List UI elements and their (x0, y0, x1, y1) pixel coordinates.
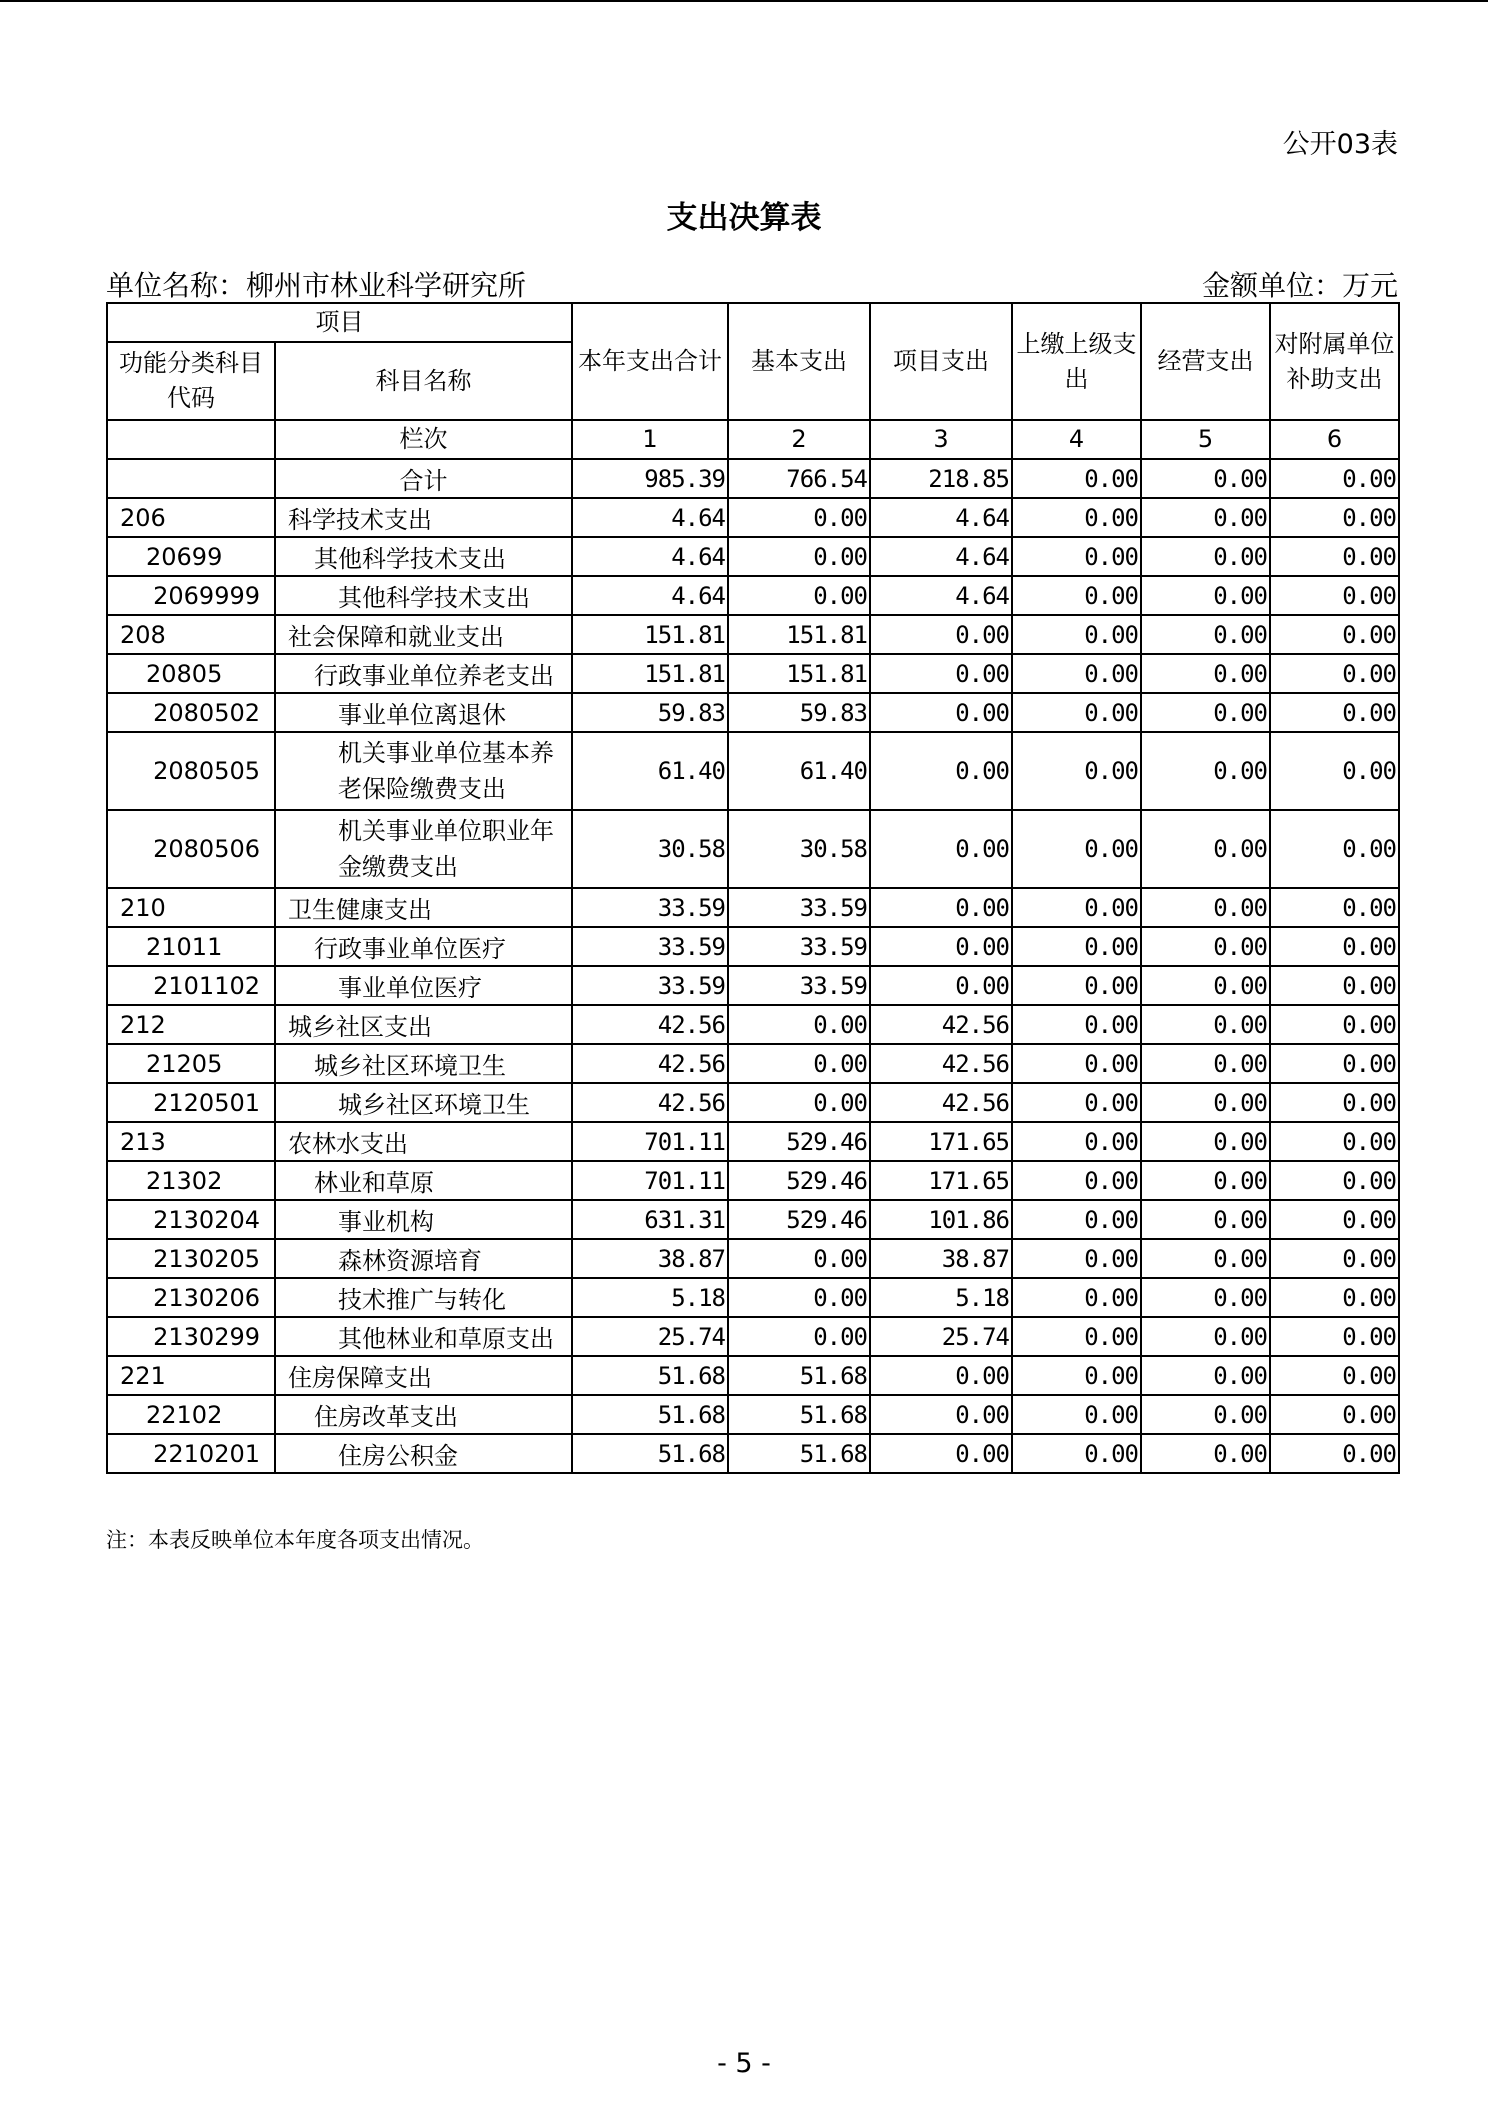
money-unit: 金额单位：万元 (1201, 269, 1398, 302)
amount-cell: 33.59 (728, 966, 870, 1005)
subject-code: 2069999 (107, 576, 275, 615)
amount-cell: 33.59 (572, 966, 728, 1005)
amount-cell: 0.00 (1012, 1239, 1141, 1278)
amount-cell: 0.00 (1141, 498, 1270, 537)
table-row (107, 927, 1399, 966)
amount-cell: 701.11 (572, 1122, 728, 1161)
sequence-num: 6 (1270, 420, 1399, 459)
amount-cell: 0.00 (1012, 1356, 1141, 1395)
amount-cell: 0.00 (728, 1044, 870, 1083)
amount-cell: 101.86 (870, 1200, 1012, 1239)
amount-cell: 51.68 (572, 1434, 728, 1473)
table-row (107, 888, 1399, 927)
subject-code: 212 (107, 1005, 275, 1044)
amount-cell: 61.40 (728, 732, 870, 810)
amount-cell: 0.00 (1141, 1239, 1270, 1278)
amount-cell: 0.00 (1270, 1083, 1399, 1122)
subject-code: 2080505 (107, 732, 275, 810)
table-row (107, 1122, 1399, 1161)
amount-cell: 0.00 (1012, 966, 1141, 1005)
amount-cell: 42.56 (870, 1044, 1012, 1083)
amount-cell: 4.64 (870, 498, 1012, 537)
subject-name: 科学技术支出 (275, 498, 572, 537)
amount-cell: 0.00 (1141, 654, 1270, 693)
subject-name: 其他科学技术支出 (275, 537, 572, 576)
sequence-num: 3 (870, 420, 1012, 459)
amount-cell: 4.64 (870, 576, 1012, 615)
table-note: 注：本表反映单位本年度各项支出情况。 (106, 1528, 484, 1552)
amount-cell: 42.56 (572, 1044, 728, 1083)
sequence-label: 栏次 (275, 420, 572, 459)
subject-name: 技术推广与转化 (275, 1278, 572, 1317)
subject-name: 机关事业单位职业年金缴费支出 (275, 810, 572, 888)
amount-cell: 25.74 (870, 1317, 1012, 1356)
amount-cell: 985.39 (572, 459, 728, 498)
amount-cell: 0.00 (1141, 693, 1270, 732)
amount-cell: 0.00 (1012, 1122, 1141, 1161)
amount-cell: 33.59 (572, 927, 728, 966)
amount-cell: 0.00 (870, 693, 1012, 732)
amount-cell: 0.00 (1270, 927, 1399, 966)
amount-cell: 0.00 (1012, 927, 1141, 966)
amount-cell: 42.56 (870, 1083, 1012, 1122)
amount-cell: 0.00 (1270, 576, 1399, 615)
amount-cell: 0.00 (1012, 888, 1141, 927)
subject-code: 2130204 (107, 1200, 275, 1239)
amount-cell: 0.00 (1141, 888, 1270, 927)
amount-cell: 0.00 (870, 732, 1012, 810)
amount-cell: 4.64 (572, 576, 728, 615)
amount-cell: 0.00 (1012, 576, 1141, 615)
subject-name: 事业单位离退休 (275, 693, 572, 732)
amount-cell: 0.00 (1012, 1083, 1141, 1122)
subject-name: 农林水支出 (275, 1122, 572, 1161)
amount-cell: 0.00 (1270, 1044, 1399, 1083)
amount-cell: 61.40 (572, 732, 728, 810)
amount-cell: 0.00 (1012, 1317, 1141, 1356)
amount-cell: 0.00 (1012, 1005, 1141, 1044)
subject-code: 20805 (107, 654, 275, 693)
amount-cell: 0.00 (1012, 1161, 1141, 1200)
amount-cell: 0.00 (870, 888, 1012, 927)
header-name: 科目名称 (275, 342, 572, 420)
subject-name: 住房改革支出 (275, 1395, 572, 1434)
subject-name: 其他林业和草原支出 (275, 1317, 572, 1356)
amount-cell: 0.00 (1270, 1434, 1399, 1473)
amount-cell: 0.00 (728, 1317, 870, 1356)
subject-code: 213 (107, 1122, 275, 1161)
sequence-num: 5 (1141, 420, 1270, 459)
subject-name: 行政事业单位医疗 (275, 927, 572, 966)
amount-cell: 0.00 (1270, 459, 1399, 498)
amount-cell: 33.59 (728, 888, 870, 927)
subject-code: 21302 (107, 1161, 275, 1200)
table-row (107, 498, 1399, 537)
amount-cell: 766.54 (728, 459, 870, 498)
amount-cell: 0.00 (1270, 1005, 1399, 1044)
amount-cell: 0.00 (1012, 810, 1141, 888)
amount-cell: 0.00 (1141, 810, 1270, 888)
amount-cell: 42.56 (572, 1083, 728, 1122)
amount-cell: 0.00 (1270, 537, 1399, 576)
subject-name: 住房公积金 (275, 1434, 572, 1473)
amount-cell: 4.64 (572, 498, 728, 537)
header-col4: 上缴上级支出 (1012, 303, 1141, 420)
table-row (107, 615, 1399, 654)
header-col5: 经营支出 (1141, 303, 1270, 420)
sequence-row (107, 420, 1399, 459)
amount-cell: 0.00 (1141, 966, 1270, 1005)
sequence-num: 2 (728, 420, 870, 459)
amount-cell: 529.46 (728, 1122, 870, 1161)
header-col2: 基本支出 (728, 303, 870, 420)
header-col6: 对附属单位补助支出 (1270, 303, 1399, 420)
amount-cell: 0.00 (1012, 459, 1141, 498)
page-number: - 5 - (717, 2048, 771, 2079)
amount-cell: 0.00 (870, 966, 1012, 1005)
sequence-num: 1 (572, 420, 728, 459)
subject-code: 2130299 (107, 1317, 275, 1356)
subject-name: 行政事业单位养老支出 (275, 654, 572, 693)
amount-cell: 51.68 (728, 1356, 870, 1395)
amount-cell: 171.65 (870, 1161, 1012, 1200)
subject-code: 2080506 (107, 810, 275, 888)
amount-cell: 0.00 (1141, 615, 1270, 654)
subject-code: 2130205 (107, 1239, 275, 1278)
page-title: 支出决算表 (666, 200, 822, 236)
sequence-code-cell (107, 420, 275, 459)
amount-cell: 0.00 (1012, 1278, 1141, 1317)
amount-cell: 0.00 (1012, 732, 1141, 810)
subject-name: 其他科学技术支出 (275, 576, 572, 615)
amount-cell: 151.81 (572, 615, 728, 654)
amount-cell: 0.00 (1141, 1278, 1270, 1317)
unit-name: 单位名称：柳州市林业科学研究所 (106, 269, 527, 302)
amount-cell: 30.58 (572, 810, 728, 888)
header-code: 功能分类科目代码 (107, 342, 275, 420)
amount-cell: 0.00 (1141, 1044, 1270, 1083)
amount-cell: 0.00 (1270, 1239, 1399, 1278)
amount-cell: 0.00 (1141, 1122, 1270, 1161)
amount-cell: 0.00 (1141, 1005, 1270, 1044)
amount-cell: 0.00 (1141, 537, 1270, 576)
amount-cell: 0.00 (1012, 537, 1141, 576)
amount-cell: 4.64 (572, 537, 728, 576)
amount-cell: 33.59 (572, 888, 728, 927)
amount-cell: 0.00 (1270, 1161, 1399, 1200)
amount-cell: 0.00 (870, 927, 1012, 966)
table-row (107, 1044, 1399, 1083)
amount-cell: 0.00 (1141, 1434, 1270, 1473)
amount-cell: 0.00 (1012, 693, 1141, 732)
subject-name: 城乡社区支出 (275, 1005, 572, 1044)
table-row (107, 1434, 1399, 1473)
amount-cell: 0.00 (728, 1239, 870, 1278)
amount-cell: 0.00 (1141, 1395, 1270, 1434)
subject-code: 21011 (107, 927, 275, 966)
amount-cell: 0.00 (1270, 1395, 1399, 1434)
table-row (107, 1278, 1399, 1317)
subject-name: 事业单位医疗 (275, 966, 572, 1005)
table-row (107, 537, 1399, 576)
amount-cell: 0.00 (870, 1395, 1012, 1434)
amount-cell: 631.31 (572, 1200, 728, 1239)
amount-cell: 0.00 (1141, 927, 1270, 966)
amount-cell: 0.00 (1270, 1317, 1399, 1356)
amount-cell: 0.00 (1141, 459, 1270, 498)
table-row (107, 732, 1399, 810)
amount-cell: 701.11 (572, 1161, 728, 1200)
amount-cell: 0.00 (1012, 654, 1141, 693)
subject-name: 城乡社区环境卫生 (275, 1044, 572, 1083)
amount-cell: 529.46 (728, 1200, 870, 1239)
subject-name: 林业和草原 (275, 1161, 572, 1200)
amount-cell: 0.00 (870, 615, 1012, 654)
amount-cell: 0.00 (1141, 1200, 1270, 1239)
header-item: 项目 (107, 303, 572, 342)
amount-cell: 0.00 (728, 1005, 870, 1044)
table-row (107, 459, 1399, 498)
table-row (107, 1395, 1399, 1434)
amount-cell: 59.83 (572, 693, 728, 732)
amount-cell: 0.00 (728, 1083, 870, 1122)
sequence-num: 4 (1012, 420, 1141, 459)
amount-cell: 0.00 (1012, 498, 1141, 537)
table-row (107, 693, 1399, 732)
amount-cell: 151.81 (728, 654, 870, 693)
amount-cell: 0.00 (1141, 1083, 1270, 1122)
amount-cell: 0.00 (1270, 693, 1399, 732)
amount-cell: 42.56 (870, 1005, 1012, 1044)
amount-cell: 5.18 (870, 1278, 1012, 1317)
table-row (107, 1161, 1399, 1200)
table-row (107, 1083, 1399, 1122)
page-top-border (0, 0, 1488, 2)
subject-name: 事业机构 (275, 1200, 572, 1239)
amount-cell: 0.00 (1270, 615, 1399, 654)
amount-cell: 33.59 (728, 927, 870, 966)
amount-cell: 0.00 (1270, 1200, 1399, 1239)
subject-code: 22102 (107, 1395, 275, 1434)
table-row (107, 1005, 1399, 1044)
subject-name: 城乡社区环境卫生 (275, 1083, 572, 1122)
amount-cell: 51.68 (572, 1395, 728, 1434)
amount-cell: 38.87 (870, 1239, 1012, 1278)
table-row (107, 1317, 1399, 1356)
amount-cell: 5.18 (572, 1278, 728, 1317)
subject-code (107, 459, 275, 498)
subject-code: 20699 (107, 537, 275, 576)
amount-cell: 0.00 (1270, 888, 1399, 927)
subject-code: 208 (107, 615, 275, 654)
subject-code: 2130206 (107, 1278, 275, 1317)
amount-cell: 0.00 (1270, 1278, 1399, 1317)
amount-cell: 30.58 (728, 810, 870, 888)
amount-cell: 0.00 (1012, 615, 1141, 654)
subject-code: 2080502 (107, 693, 275, 732)
form-code: 公开03表 (1282, 129, 1398, 160)
amount-cell: 0.00 (1270, 1122, 1399, 1161)
subject-code: 2101102 (107, 966, 275, 1005)
subject-code: 210 (107, 888, 275, 927)
amount-cell: 0.00 (1270, 654, 1399, 693)
table-row (107, 1239, 1399, 1278)
table-row (107, 810, 1399, 888)
header-col1: 本年支出合计 (572, 303, 728, 420)
amount-cell: 0.00 (1012, 1044, 1141, 1083)
header-col3: 项目支出 (870, 303, 1012, 420)
amount-cell: 59.83 (728, 693, 870, 732)
table-row (107, 966, 1399, 1005)
amount-cell: 0.00 (728, 537, 870, 576)
amount-cell: 0.00 (1012, 1395, 1141, 1434)
amount-cell: 0.00 (1012, 1434, 1141, 1473)
amount-cell: 0.00 (1141, 1356, 1270, 1395)
subject-name: 社会保障和就业支出 (275, 615, 572, 654)
amount-cell: 0.00 (1012, 1200, 1141, 1239)
amount-cell: 0.00 (1141, 732, 1270, 810)
subject-code: 206 (107, 498, 275, 537)
amount-cell: 171.65 (870, 1122, 1012, 1161)
subject-code: 221 (107, 1356, 275, 1395)
amount-cell: 0.00 (870, 810, 1012, 888)
amount-cell: 38.87 (572, 1239, 728, 1278)
amount-cell: 0.00 (1270, 498, 1399, 537)
amount-cell: 0.00 (1270, 810, 1399, 888)
subject-code: 2120501 (107, 1083, 275, 1122)
subject-name: 住房保障支出 (275, 1356, 572, 1395)
amount-cell: 0.00 (1270, 966, 1399, 1005)
amount-cell: 0.00 (728, 576, 870, 615)
amount-cell: 0.00 (1141, 576, 1270, 615)
amount-cell: 0.00 (870, 1356, 1012, 1395)
amount-cell: 42.56 (572, 1005, 728, 1044)
amount-cell: 25.74 (572, 1317, 728, 1356)
subject-name: 森林资源培育 (275, 1239, 572, 1278)
expenditure-table (106, 302, 1400, 1474)
amount-cell: 0.00 (1141, 1161, 1270, 1200)
subject-name: 卫生健康支出 (275, 888, 572, 927)
subject-code: 2210201 (107, 1434, 275, 1473)
amount-cell: 151.81 (728, 615, 870, 654)
amount-cell: 0.00 (870, 654, 1012, 693)
amount-cell: 0.00 (1270, 1356, 1399, 1395)
amount-cell: 0.00 (1141, 1317, 1270, 1356)
amount-cell: 0.00 (728, 1278, 870, 1317)
amount-cell: 51.68 (728, 1434, 870, 1473)
amount-cell: 4.64 (870, 537, 1012, 576)
subject-name: 合计 (275, 459, 572, 498)
amount-cell: 218.85 (870, 459, 1012, 498)
subject-code: 21205 (107, 1044, 275, 1083)
amount-cell: 51.68 (572, 1356, 728, 1395)
amount-cell: 0.00 (1270, 732, 1399, 810)
table-row (107, 654, 1399, 693)
amount-cell: 529.46 (728, 1161, 870, 1200)
amount-cell: 0.00 (870, 1434, 1012, 1473)
table-row (107, 1356, 1399, 1395)
amount-cell: 51.68 (728, 1395, 870, 1434)
header-row-1 (107, 303, 1399, 342)
subject-name: 机关事业单位基本养老保险缴费支出 (275, 732, 572, 810)
table-row (107, 576, 1399, 615)
table-row (107, 1200, 1399, 1239)
amount-cell: 151.81 (572, 654, 728, 693)
amount-cell: 0.00 (728, 498, 870, 537)
